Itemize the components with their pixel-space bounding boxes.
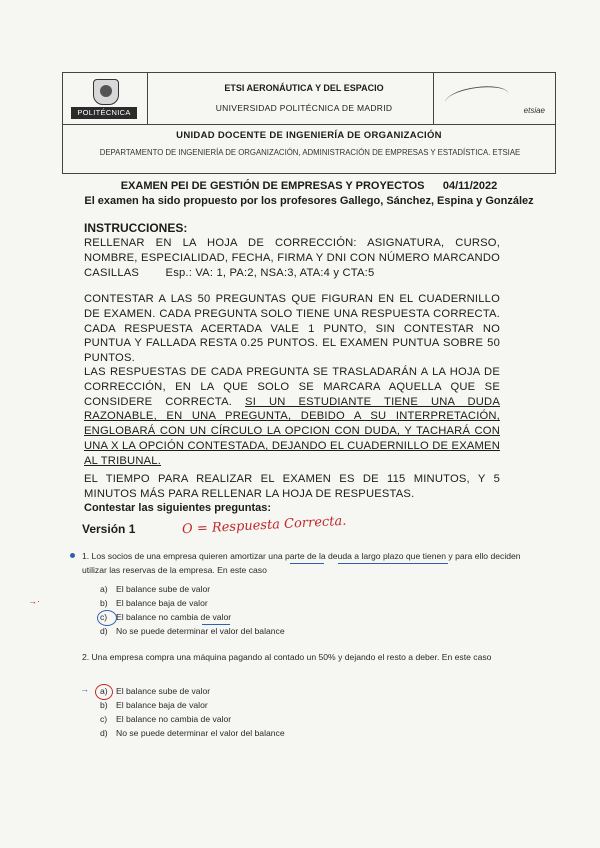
q2-option-c[interactable]: c) El balance no cambia de valor xyxy=(100,714,232,724)
instructions-paragraph-3 xyxy=(84,365,500,469)
instructions-underlined-text: SI UN ESTUDIANTE TIENE UNA DUDA RAZONABLE, EN UNA PREGUNTA, DEBIDO A SU INTERPRETACIÓN, ENGLOBARÁ CON UN CÍRCULO LA OPCION CON DUDA, Y TACHARÁ CON UNA X LA OPCIÓN CONTESTADA, DEJANDO EL CUADERNILLO DE EXAMEN AL TRIBUNAL. xyxy=(84,395,500,467)
answer-prompt: Contestar las siguientes preguntas: xyxy=(84,502,272,514)
exam-authors: El examen ha sido propuesto por los profesores Gallego, Sánchez, Espina y González xyxy=(84,195,534,207)
answer-circle-icon xyxy=(97,610,117,626)
red-mark-icon: →· xyxy=(28,596,40,606)
orbit-icon xyxy=(444,83,511,115)
header-box xyxy=(62,72,556,174)
divider xyxy=(433,73,434,125)
question-1-text: 1. Los socios de una empresa quieren amortizar una parte de la deuda a largo plazo que tienen y para ello deciden utilizar las reservas de la empresa. En este caso xyxy=(82,551,521,575)
bullet-icon xyxy=(70,553,75,558)
unit-name: UNIDAD DOCENTE DE INGENIERÍA DE ORGANIZACIÓN xyxy=(176,130,442,141)
q1-option-a[interactable]: a) El balance sube de valor xyxy=(100,584,211,594)
instructions-text: LAS RESPUESTAS DE CADA PREGUNTA SE TRASLADARÁN A LA HOJA DE CORRECCIÓN, EN LA QUE SOLO SE MARCARA AQUELLA QUE SE CONSIDERE CORRECTA. xyxy=(84,366,500,408)
instructions-heading: INSTRUCCIONES: xyxy=(84,221,188,235)
question-2-text: 2. Una empresa compra una máquina pagando al contado un 50% y dejando el resto a deber. En este caso xyxy=(82,652,492,662)
exam-heading xyxy=(62,179,556,209)
header-bottom-row xyxy=(63,125,555,175)
answer-circle-icon xyxy=(95,684,113,700)
logo-label: POLITÉCNICA xyxy=(71,107,137,119)
arrow-icon: → xyxy=(80,684,89,694)
etsiae-label: etsiae xyxy=(523,106,545,115)
exam-title: EXAMEN PEI DE GESTIÓN DE EMPRESAS Y PROYECTOS 04/11/2022 xyxy=(120,180,498,192)
etsiae-logo xyxy=(435,77,551,121)
header-top-row xyxy=(63,73,555,125)
pen-underline xyxy=(290,563,324,564)
school-name: ETSI AERONÁUTICA Y DEL ESPACIO xyxy=(224,83,384,93)
q2-option-a[interactable]: a) El balance sube de valor xyxy=(100,686,211,696)
q1-option-d[interactable]: d) No se puede determinar el valor del balance xyxy=(100,626,285,636)
instructions-paragraph-4: EL TIEMPO PARA REALIZAR EL EXAMEN ES DE 115 MINUTOS, Y 5 MINUTOS MÁS PARA RELLENAR LA HOJA DE RESPUESTAS. xyxy=(84,473,500,500)
university-name: UNIVERSIDAD POLITÉCNICA DE MADRID xyxy=(215,103,393,113)
instructions-paragraph-2: CONTESTAR A LAS 50 PREGUNTAS QUE FIGURAN EN EL CUADERNILLO DE EXAMEN. CADA PREGUNTA SOLO TIENE UNA RESPUESTA CORRECTA. CADA RESPUESTA ACERTADA VALE 1 PUNTO, SIN CONTESTAR NO PUNTUA Y FALLADA RESTA 0.25 PUNTOS. EL EXAMEN PUNTUA SOBRE 50 PUNTOS. xyxy=(84,293,500,365)
q2-option-d[interactable]: d) No se puede determinar el valor del balance xyxy=(100,728,285,738)
version-label: Versión 1 xyxy=(82,522,136,536)
q1-option-c[interactable]: c) El balance no cambia de valor xyxy=(100,612,232,622)
upm-logo xyxy=(69,79,141,121)
department-name: DEPARTAMENTO DE INGENIERÍA DE ORGANIZACIÓN, ADMINISTRACIÓN DE EMPRESAS Y ESTADÍSTICA. ETSIAE xyxy=(99,148,521,157)
pen-underline xyxy=(338,563,448,564)
crest-icon xyxy=(93,79,119,105)
pen-underline xyxy=(202,624,230,625)
handwritten-note: O = Respuesta Correcta. xyxy=(181,513,347,538)
q2-option-b[interactable]: b) El balance baja de valor xyxy=(100,700,208,710)
instructions-paragraph-1: RELLENAR EN LA HOJA DE CORRECCIÓN: ASIGNATURA, CURSO, NOMBRE, ESPECIALIDAD, FECHA, FIRMA Y DNI CON NÚMERO MARCANDO CASILLAS Esp.: VA: 1, PA:2, NSA:3, ATA:4 y CTA:5 xyxy=(84,237,504,279)
q1-option-b[interactable]: b) El balance baja de valor xyxy=(100,598,208,608)
divider xyxy=(147,73,148,125)
